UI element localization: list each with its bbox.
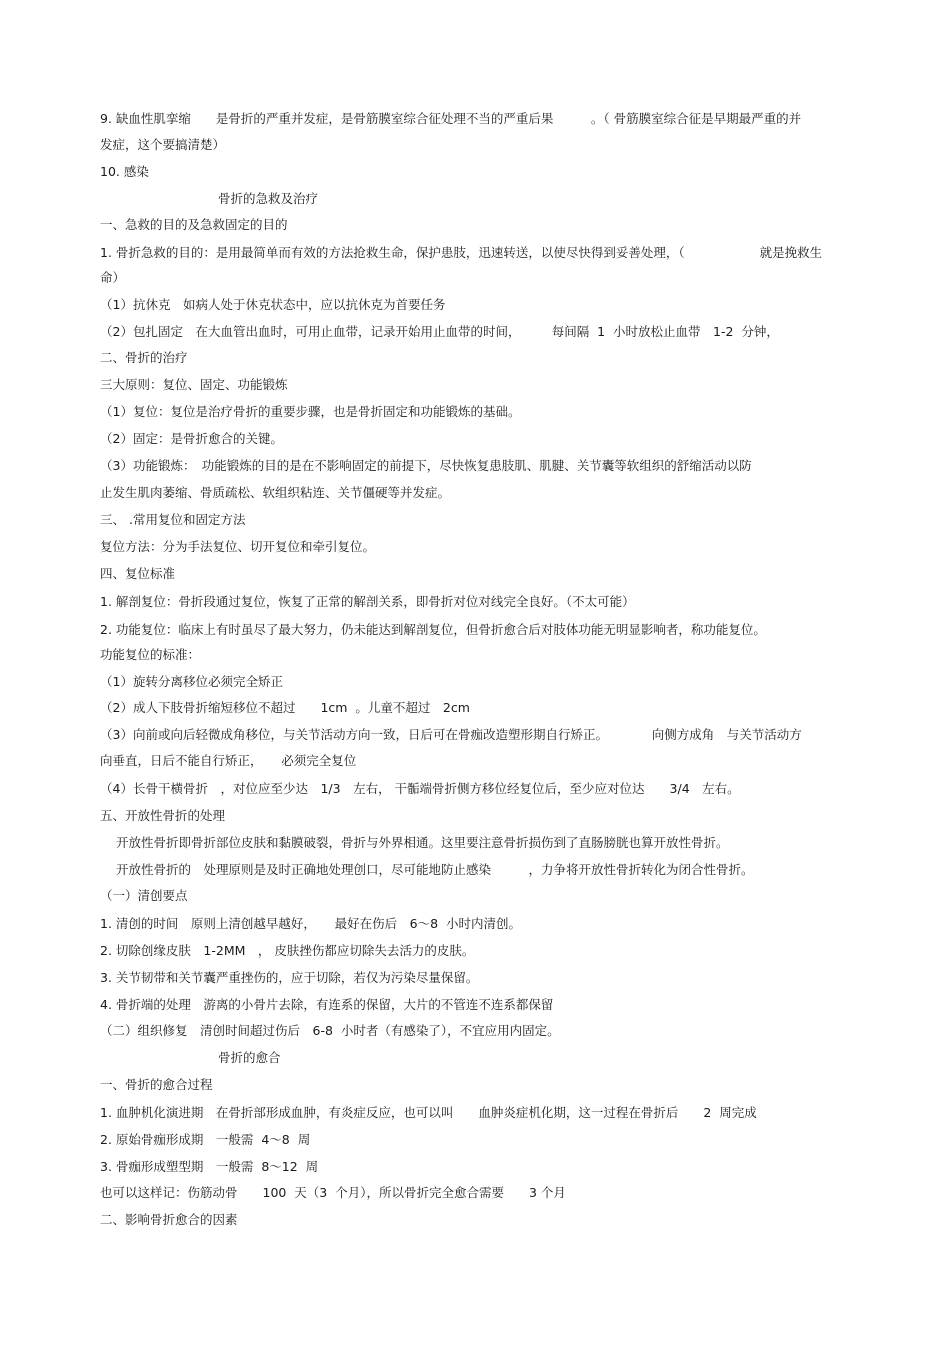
text-line: 发症，这个要搞清楚） (100, 137, 226, 152)
text-line: 9. 缺血性肌挛缩 是骨折的严重并发症，是骨筋膜室综合征处理不当的严重后果 。（ 骨筋膜室综合征是早期最严重的并 (100, 111, 802, 126)
text-line: （3）功能锻炼： 功能锻炼的目的是在不影响固定的前提下，尽快恢复患肢肌、肌腱、关节囊等软组织的舒缩活动以防 (100, 458, 752, 473)
text-line: 4. 骨折端的处理 游离的小骨片去除，有连系的保留，大片的不管连不连系都保留 (100, 997, 554, 1012)
text-line: （4）长骨干横骨折 ，对位应至少达 1/3 左右， 干骺端骨折侧方移位经复位后，至少应对位达 3/4 左右。 (100, 781, 740, 796)
text-line: 3. 关节韧带和关节囊严重挫伤的，应于切除，若仅为污染尽量保留。 (100, 970, 479, 985)
text-line: 2. 原始骨痂形成期 一般需 4～8 周 (100, 1132, 311, 1147)
text-line: 1. 解剖复位：骨折段通过复位，恢复了正常的解剖关系，即骨折对位对线完全良好。（不太可能） (100, 594, 635, 609)
text-line: （2）成人下肢骨折缩短移位不超过 1cm 。儿童不超过 2cm (100, 700, 470, 715)
text-line: （二）组织修复 清创时间超过伤后 6-8 小时者（有感染了），不宜应用内固定。 (100, 1023, 560, 1038)
heading: 二、影响骨折愈合的因素 (100, 1212, 238, 1227)
text-line: 2. 功能复位：临床上有时虽尽了最大努力，仍未能达到解剖复位，但骨折愈合后对肢体功能无明显影响者，称功能复位。 (100, 622, 766, 637)
heading: 二、骨折的治疗 (100, 350, 188, 365)
text-line: 1. 血肿机化演进期 在骨折部形成血肿，有炎症反应，也可以叫 血肿炎症机化期，这一过程在骨折后 2 周完成 (100, 1105, 757, 1120)
heading: （一）清创要点 (100, 888, 188, 903)
text-line: 功能复位的标准： (100, 647, 201, 662)
text-line: 向垂直，日后不能自行矫正， 必须完全复位 (100, 753, 357, 768)
text-line: 1. 清创的时间 原则上清创越早越好， 最好在伤后 6～8 小时内清创。 (100, 916, 522, 931)
text-line: 开放性骨折的 处理原则是及时正确地处理创口，尽可能地防止感染 ，力争将开放性骨折转化为闭合性骨折。 (116, 862, 754, 877)
heading: 三、 .常用复位和固定方法 (100, 512, 246, 527)
text-line: （1）抗休克 如病人处于休克状态中，应以抗休克为首要任务 (100, 297, 446, 312)
text-line: 命） (100, 270, 126, 285)
section-title: 骨折的急救及治疗 (218, 191, 319, 206)
heading: 一、急救的目的及急救固定的目的 (100, 217, 288, 232)
text-line: （2）固定：是骨折愈合的关键。 (100, 431, 283, 446)
text-line: 3. 骨痂形成塑型期 一般需 8～12 周 (100, 1159, 319, 1174)
heading: 五、开放性骨折的处理 (100, 808, 226, 823)
section-title: 骨折的愈合 (218, 1050, 281, 1065)
text-line: （3）向前或向后轻微成角移位，与关节活动方向一致，日后可在骨痂改造塑形期自行矫正。 向侧方成角 与关节活动方 (100, 727, 802, 742)
text-line: 10. 感染 (100, 164, 149, 179)
text-line: 复位方法：分为手法复位、切开复位和牵引复位。 (100, 539, 376, 554)
text-line: 也可以这样记：伤筋动骨 100 天（3 个月），所以骨折完全愈合需要 3 个月 (100, 1185, 566, 1200)
text-line: （2）包扎固定 在大血管出血时，可用止血带，记录开始用止血带的时间， 每间隔 1 小时放松止血带 1-2 分钟， (100, 324, 779, 339)
text-line: 1. 骨折急救的目的：是用最简单而有效的方法抢救生命，保护患肢，迅速转送，以使尽快得到妥善处理，（ 就是挽救生 (100, 245, 823, 260)
text-line: 2. 切除创缘皮肤 1-2MM ， 皮肤挫伤都应切除失去活力的皮肤。 (100, 943, 475, 958)
text-line: 三大原则：复位、固定、功能锻炼 (100, 377, 288, 392)
heading: 一、骨折的愈合过程 (100, 1077, 213, 1092)
text-line: 开放性骨折即骨折部位皮肤和黏膜破裂，骨折与外界相通。这里要注意骨折损伤到了直肠膀胱也算开放性骨折。 (116, 835, 729, 850)
heading: 四、复位标准 (100, 566, 176, 581)
text-line: 止发生肌肉萎缩、骨质疏松、软组织粘连、关节僵硬等并发症。 (100, 485, 451, 500)
text-line: （1）复位：复位是治疗骨折的重要步骤，也是骨折固定和功能锻炼的基础。 (100, 404, 521, 419)
text-line: （1）旋转分离移位必须完全矫正 (100, 674, 283, 689)
